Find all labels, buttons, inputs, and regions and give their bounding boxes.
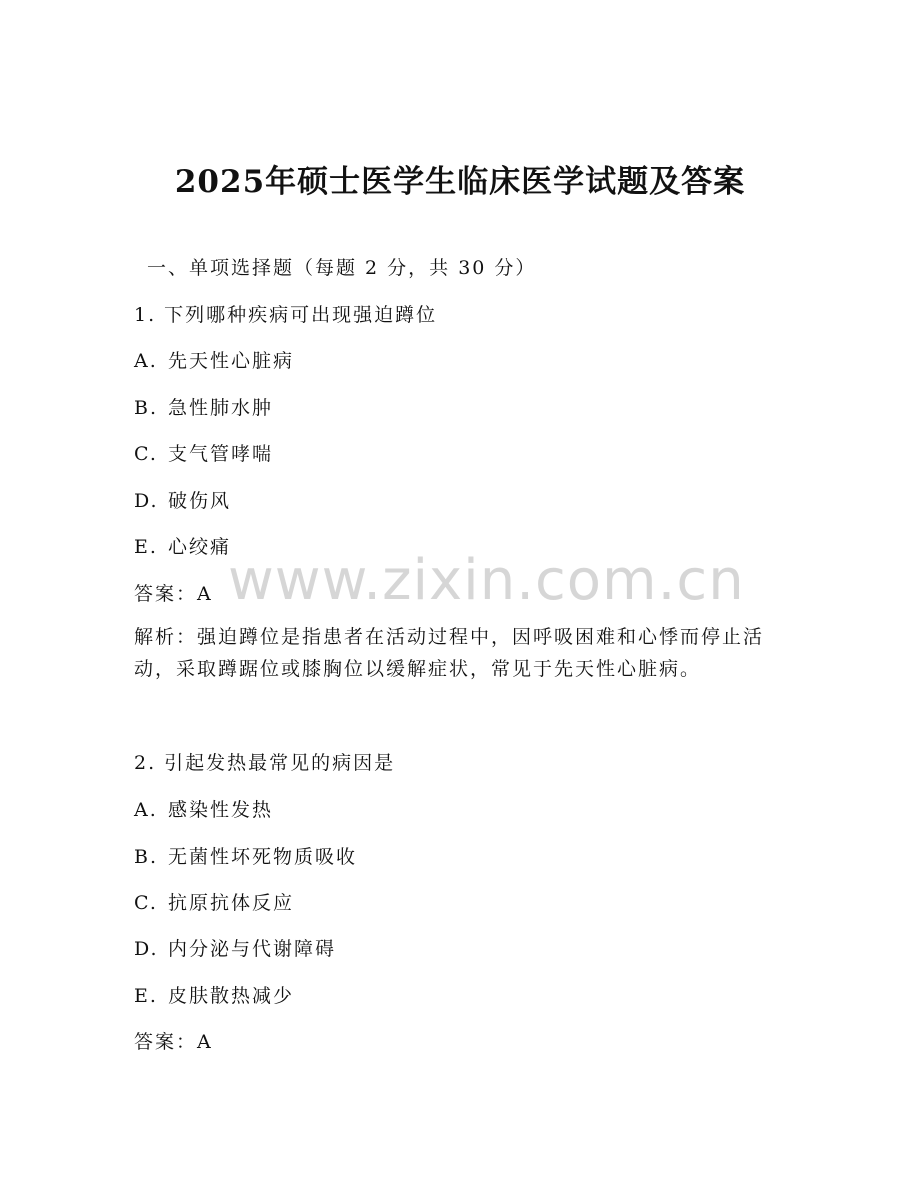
option-letter: C. <box>134 443 158 465</box>
option-text: 破伤风 <box>168 490 232 512</box>
option-letter: D. <box>134 938 159 960</box>
question-1-option-b <box>134 393 273 420</box>
option-text: 心绞痛 <box>168 536 232 558</box>
question-2-option-b <box>134 842 357 869</box>
question-1-answer: 答案：A <box>134 583 213 605</box>
question-2-option-c <box>134 888 294 915</box>
question-1-option-a <box>134 346 294 373</box>
option-letter: C. <box>134 892 158 914</box>
option-text: 无菌性坏死物质吸收 <box>168 846 358 868</box>
option-letter: A. <box>134 799 158 821</box>
option-text: 内分泌与代谢障碍 <box>168 938 337 960</box>
option-letter: A. <box>134 350 158 372</box>
question-2-option-e <box>134 981 294 1008</box>
question-1-stem: 1. 下列哪种疾病可出现强迫蹲位 <box>134 304 438 326</box>
section-header: 一、单项选择题（每题 2 分，共 30 分） <box>147 257 537 279</box>
question-1-option-d <box>134 486 231 513</box>
question-1-option-c <box>134 439 273 466</box>
question-2-answer: 答案：A <box>134 1031 213 1053</box>
option-letter: B. <box>134 846 159 868</box>
option-text: 支气管哮喘 <box>168 443 274 465</box>
question-1-option-e <box>134 532 231 559</box>
option-text: 感染性发热 <box>168 799 274 821</box>
option-letter: D. <box>134 490 159 512</box>
option-text: 皮肤散热减少 <box>168 985 295 1007</box>
document-title: 2025年硕士医学生临床医学试题及答案 <box>174 164 746 200</box>
option-text: 先天性心脏病 <box>168 350 295 372</box>
option-letter: B. <box>134 397 159 419</box>
question-2-stem: 2. 引起发热最常见的病因是 <box>134 752 396 774</box>
watermark: www.zixin.com.cn <box>228 548 745 613</box>
option-text: 急性肺水肿 <box>168 397 274 419</box>
option-text: 抗原抗体反应 <box>168 892 295 914</box>
question-2-option-d <box>134 934 336 961</box>
option-letter: E. <box>134 536 158 558</box>
option-letter: E. <box>134 985 158 1007</box>
question-1-analysis: 解析：强迫蹲位是指患者在活动过程中，因呼吸困难和心悸而停止活动，采取蹲踞位或膝胸位以缓解症状，常见于先天性心脏病。 <box>134 626 765 680</box>
question-2-option-a <box>134 795 273 822</box>
